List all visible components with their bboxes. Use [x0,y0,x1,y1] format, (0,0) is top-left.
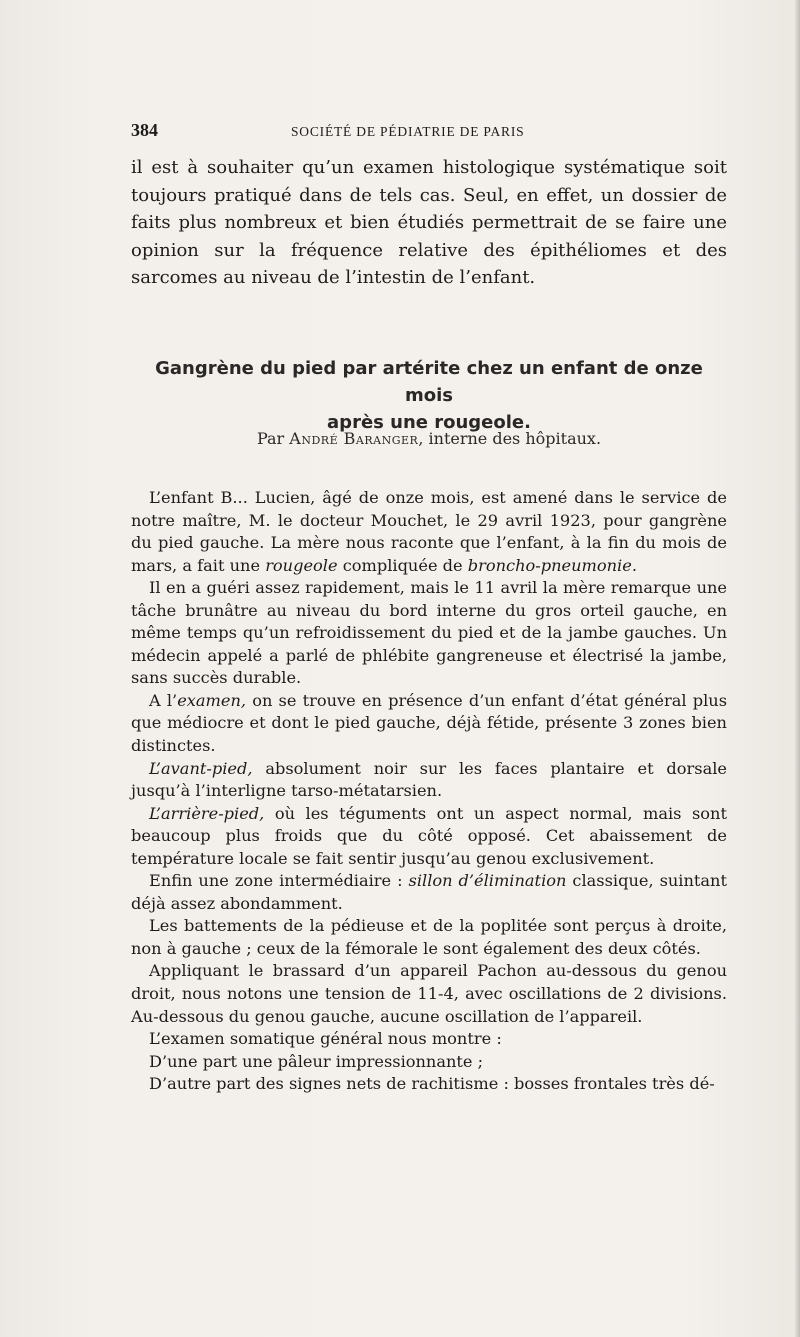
body-paragraph: D’une part une pâleur impressionnante ; [149,1051,484,1071]
byline [131,426,727,452]
body-emphasis: L’arrière-pied, [149,803,265,823]
body-paragraph: Appliquant le brassard d’un appareil Pachon au-dessous du genou droit, nous notons une tension de 11-4, avec oscillations de 2 divisions. Au-dessous du genou gauche, aucune oscillation de l’appareil. [131,961,727,1026]
body-emphasis: sillon d’élimination [408,871,567,891]
body-paragraph [131,690,727,758]
page-edge-shadow [794,0,800,1337]
body-emphasis: rougeole [265,555,338,575]
page-number: 384 [131,120,158,140]
body-paragraph: Il en a guéri assez rapidement, mais le 11 avril la mère remarque une tâche brunâtre au niveau du bord interne du gros orteil gauche, en même temps qu’un refroidissement du pied et de la jambe gauches. Un médecin appelé a parlé de phlébite gangreneuse et électrisé la jambe, sans succès durable. [131,578,727,688]
body-text: absolument noir sur les faces plantaire et dorsale jusqu’à l’interligne tarso-métatarsien. [131,758,727,801]
body-paragraph [131,758,727,803]
byline-suffix: , interne des hôpitaux. [418,429,602,448]
byline-prefix: Par [256,429,285,448]
author-name: André Baranger [289,429,419,448]
intro-paragraph: il est à souhaiter qu’un examen histologique systématique soit toujours pratiqué dans de tels cas. Seul, en effet, un dossier de faits plus nombreux et bien étudiés permettrait de se faire une opinion sur la fréquence relative des épithéliomes et des sarcomes au niveau de l’intestin de l’enfant. [131,157,727,288]
body-paragraph: D’autre part des signes nets de rachitisme : bosses frontales très dé- [149,1074,715,1094]
body-emphasis: L’avant-pied, [149,758,253,778]
body-paragraph [131,487,727,577]
body-text: compliquée de [337,555,468,575]
body-text: Enfin une zone intermédiaire : [149,871,409,891]
body-text: L’enfant B... Lucien, âgé de onze mois, est amené dans le service de notre maître, M. le docteur Mouchet, le 29 avril 1923, pour gangrène du pied gauche. La mère nous raconte que l’enfant, à la fin du mois de mars, a fait une [131,488,727,575]
running-head [131,117,727,139]
body-text: où les téguments ont un aspect normal, mais sont beaucoup plus froids que du côté opposé. Cet abaissement de température locale se fait sentir jusqu’au genou exclusivement. [131,803,727,868]
body-paragraph: L’examen somatique général nous montre : [149,1029,502,1049]
body-emphasis: broncho-pneumonie. [467,555,637,575]
intro-section [131,154,727,292]
journal-title: SOCIÉTÉ DE PÉDIATRIE DE PARIS [291,124,525,139]
body-emphasis: examen, [177,690,247,710]
body-paragraph [131,870,727,915]
body-text: A l’ [149,690,178,710]
body-paragraph [131,803,727,871]
article-title [131,355,727,436]
article-body [131,487,727,1096]
article-title-line-2: après une rougeole. [327,412,531,433]
body-text: on se trouve en présence d’un enfant d’état général plus que médiocre et dont le pied gauche, déjà fétide, présente 3 zones bien distinctes. [131,690,727,756]
body-text: classique, suintant déjà assez abondamment. [131,871,727,913]
body-paragraph: Les battements de la pédieuse et de la poplitée sont perçus à droite, non à gauche ; ceux de la fémorale le sont également des deux côtés. [131,916,727,958]
article-title-line-1: Gangrène du pied par artérite chez un enfant de onze mois [155,358,703,406]
